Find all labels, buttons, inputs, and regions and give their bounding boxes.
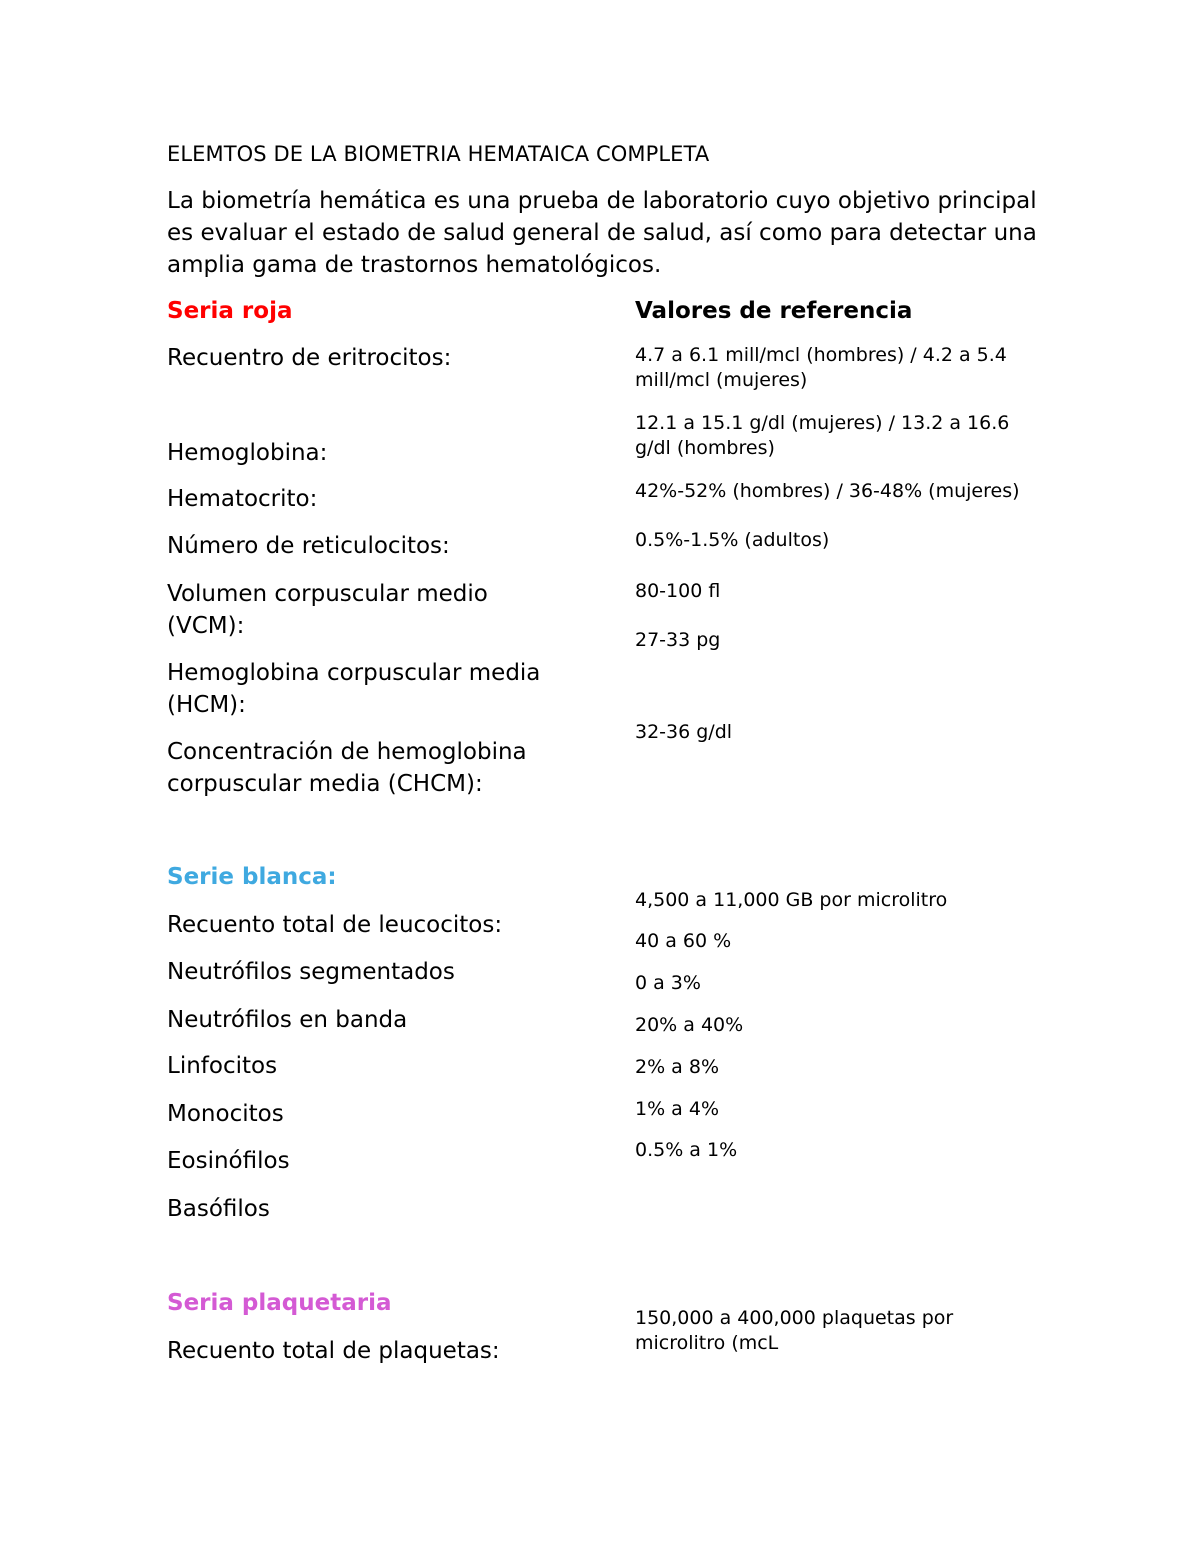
reference-values-heading: Valores de referencia xyxy=(635,298,913,324)
value-erythrocyte-count: 4.7 a 6.1 mill/mcl (hombres) / 4.2 a 5.4 mill/mcl (mujeres) xyxy=(635,344,1007,391)
label-erythrocyte-count: Recuentro de eritrocitos: xyxy=(167,345,452,371)
label-lymphocytes: Linfocitos xyxy=(167,1053,278,1079)
value-hematocrit: 42%-52% (hombres) / 36-48% (mujeres) xyxy=(635,480,1020,502)
value-total-leukocytes: 4,500 a 11,000 GB por microlitro xyxy=(635,889,948,911)
value-lymphocytes: 20% a 40% xyxy=(635,1014,744,1036)
label-total-platelets: Recuento total de plaquetas: xyxy=(167,1338,500,1364)
label-hcm: Hemoglobina corpuscular media (HCM): xyxy=(167,660,541,718)
label-total-leukocytes: Recuento total de leucocitos: xyxy=(167,912,503,938)
value-monocytes: 2% a 8% xyxy=(635,1056,720,1078)
red-series-heading: Seria roja xyxy=(167,298,293,324)
label-hemoglobin: Hemoglobina: xyxy=(167,440,328,466)
label-segmented-neutrophils: Neutrófilos segmentados xyxy=(167,959,455,985)
value-eosinophils: 1% a 4% xyxy=(635,1098,720,1120)
label-chcm: Concentración de hemoglobina corpuscular media (CHCM): xyxy=(167,739,527,797)
value-band-neutrophils: 0 a 3% xyxy=(635,972,701,994)
value-total-platelets: 150,000 a 400,000 plaquetas por microlitro (mcL xyxy=(635,1307,954,1354)
intro-paragraph: La biometría hemática es una prueba de laboratorio cuyo objetivo principal es evaluar el estado de salud general de salud, así como para detectar una amplia gama de trastornos hematológicos. xyxy=(167,188,1037,278)
label-monocytes: Monocitos xyxy=(167,1101,284,1127)
label-vcm: Volumen corpuscular medio (VCM): xyxy=(167,581,488,639)
platelet-series-heading: Seria plaquetaria xyxy=(167,1290,392,1316)
value-hcm: 27-33 pg xyxy=(635,629,721,651)
label-hematocrit: Hematocrito: xyxy=(167,486,318,512)
value-vcm: 80-100 fl xyxy=(635,580,721,602)
value-chcm: 32-36 g/dl xyxy=(635,721,733,743)
value-hemoglobin: 12.1 a 15.1 g/dl (mujeres) / 13.2 a 16.6 g/dl (hombres) xyxy=(635,412,1010,459)
white-series-heading: Serie blanca: xyxy=(167,864,337,890)
label-band-neutrophils: Neutrófilos en banda xyxy=(167,1007,408,1033)
label-reticulocyte-count: Número de reticulocitos: xyxy=(167,533,450,559)
label-basophils: Basófilos xyxy=(167,1196,270,1222)
value-reticulocyte-count: 0.5%-1.5% (adultos) xyxy=(635,529,830,551)
value-segmented-neutrophils: 40 a 60 % xyxy=(635,930,732,952)
label-eosinophils: Eosinófilos xyxy=(167,1148,290,1174)
document-title: ELEMTOS DE LA BIOMETRIA HEMATAICA COMPLETA xyxy=(167,142,710,166)
value-basophils: 0.5% a 1% xyxy=(635,1139,738,1161)
